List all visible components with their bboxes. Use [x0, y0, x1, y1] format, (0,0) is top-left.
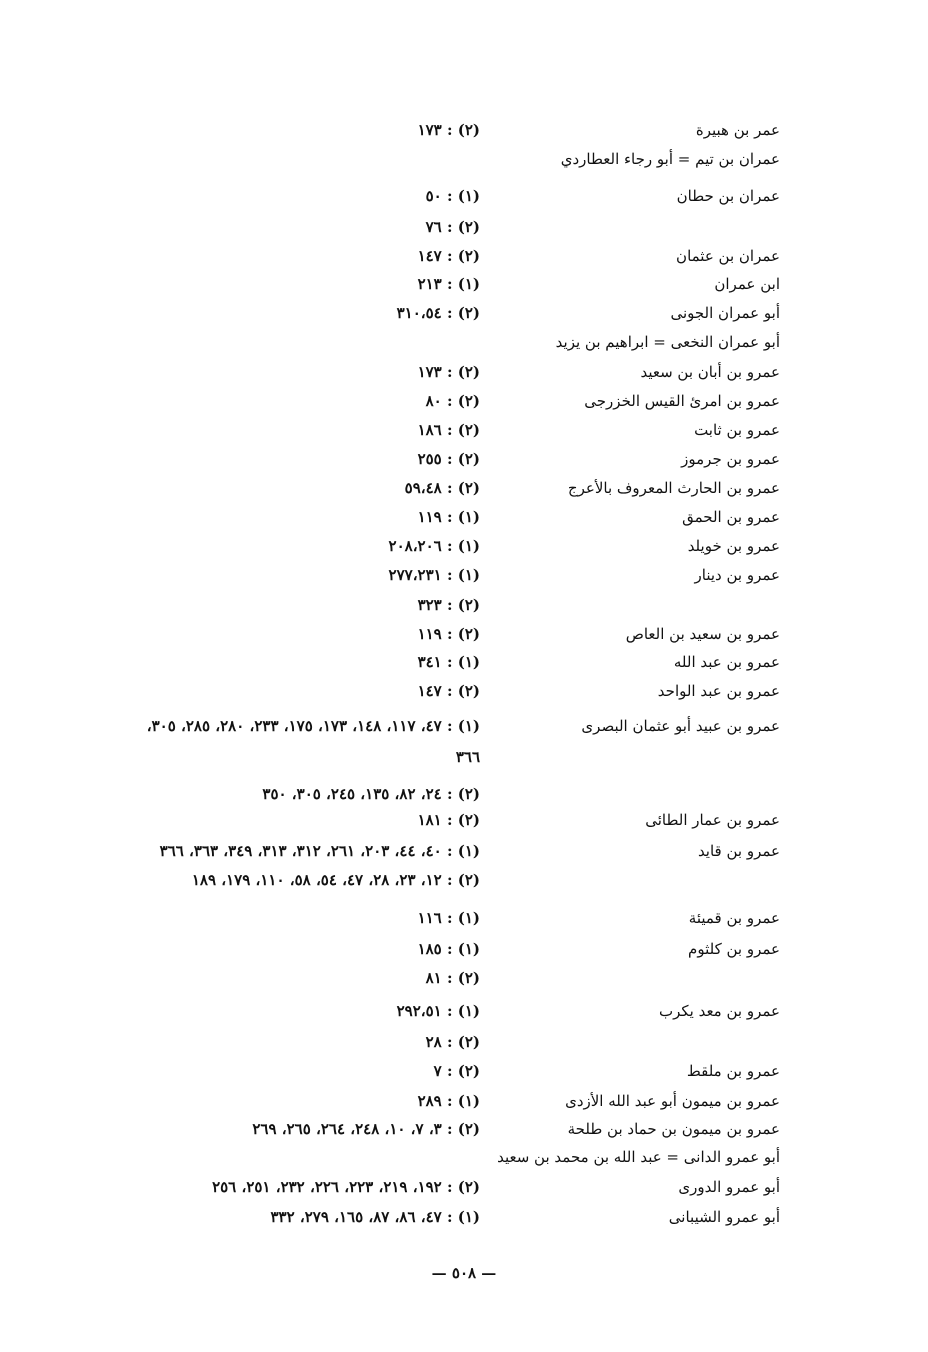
index-entry: [0, 358, 928, 387]
index-entry: [0, 591, 928, 620]
index-entry: [0, 904, 928, 933]
index-entry: [0, 1115, 928, 1144]
index-entry: [0, 182, 928, 211]
index-entry: [0, 145, 928, 174]
entry-page-refs: (٢) : ١٧٣: [417, 363, 480, 381]
entry-page-refs: (٢) : ٢٨: [425, 1033, 480, 1051]
entry-name: أبو عمرو الدانى = عبد الله بن محمد بن سعيد: [497, 1148, 780, 1166]
index-entry: [0, 474, 928, 503]
entry-page-refs: (٢) : ١٨١: [417, 811, 480, 829]
index-entry: [0, 270, 928, 299]
entry-page-refs: (١) : ١٨٥: [417, 940, 480, 958]
entry-name: عمرو بن جرموز: [681, 450, 780, 468]
index-entry: [0, 1057, 928, 1086]
entry-page-refs: (٢) : ٣، ٧، ١٠، ٢٤٨، ٢٦٤، ٢٦٥، ٢٦٩: [252, 1120, 480, 1138]
index-entry: [0, 561, 928, 590]
entry-page-refs: (٢) : ٨٠: [425, 392, 480, 410]
entry-page-refs: (١) : ٢١٣: [417, 275, 480, 293]
entry-name: عمرو بن عبيد أبو عثمان البصرى: [581, 717, 780, 735]
index-entry: [0, 964, 928, 993]
entry-page-refs: (١) : ١١٩: [417, 508, 480, 526]
entry-name: عمرو بن أبان بن سعيد: [640, 363, 780, 381]
entry-page-refs: (٢) : ١٢، ٢٣، ٢٨، ٤٧، ٥٤، ٥٨، ١١٠، ١٧٩، ١٨٩: [191, 871, 480, 889]
entry-name: عمرو بن عبد الواحد: [657, 682, 780, 700]
entry-page-refs: ٣٦٦: [455, 748, 480, 766]
entry-name: عمرو بن قايد: [697, 842, 780, 860]
entry-page-refs: (٢) : ٧٦: [425, 218, 480, 236]
entry-page-refs: (٢) : ١٧٣: [417, 121, 480, 139]
entry-page-refs: (٢) : ١٤٧: [417, 247, 480, 265]
index-entry: [0, 780, 928, 809]
index-entry: [0, 648, 928, 677]
entry-name: عمرو بن دينار: [694, 566, 780, 584]
index-entry: [0, 299, 928, 328]
entry-page-refs: (٢) : ٢٤، ٨٢، ١٣٥، ٢٤٥، ٣٠٥، ٣٥٠: [262, 785, 480, 803]
entry-page-refs: (٢) : ١١٩: [417, 625, 480, 643]
entry-page-refs: (١) : ١١٦: [417, 909, 480, 927]
entry-page-refs: (٢) : ١٩٢، ٢١٩، ٢٢٣، ٢٢٦، ٢٣٢، ٢٥١، ٢٥٦: [212, 1178, 480, 1196]
entry-name: عمرو بن معد يكرب: [658, 1002, 780, 1020]
entry-name: عمرو بن ثابت: [694, 421, 780, 439]
index-entry: [0, 328, 928, 357]
entry-name: أبو عمران النخعى = ابراهيم بن يزيد: [555, 333, 780, 351]
index-entry: [0, 866, 928, 895]
entry-name: عمرو بن امرئ القيس الخزرجى: [584, 392, 780, 410]
entry-page-refs: (١) : ٤٧، ٨٦، ٨٧، ١٦٥، ٢٧٩، ٣٣٢: [270, 1208, 480, 1226]
entry-name: عمرو بن عبد الله: [673, 653, 780, 671]
entry-page-refs: (١) : ٥٠: [425, 187, 480, 205]
entry-name: عمرو بن خويلد: [687, 537, 780, 555]
entry-name: عمرو بن ملقط: [686, 1062, 780, 1080]
entry-name: ابن عمران: [714, 275, 780, 293]
index-entry: [0, 997, 928, 1026]
entry-page-refs: (١) : ٢٧٧،٢٣١: [388, 566, 480, 584]
entry-name: عمرو بن ميمون أبو عبد الله الأزدى: [565, 1092, 780, 1110]
entry-page-refs: (٢) : ٣٢٣: [417, 596, 480, 614]
entry-name: عمرو بن كلثوم: [688, 940, 780, 958]
entry-name: عمران بن تيم = أبو رجاء العطاردي: [560, 150, 780, 168]
index-entry: [0, 1143, 928, 1172]
index-entry: [0, 445, 928, 474]
index-entry: [0, 677, 928, 706]
entry-name: عمران بن حطان: [676, 187, 780, 205]
entry-page-refs: (٢) : ٨١: [425, 969, 480, 987]
index-entry: [0, 837, 928, 866]
index-entry: [0, 1087, 928, 1116]
index-entry: [0, 712, 928, 741]
entry-page-refs: (١) : ٤٠، ٤٤، ٢٠٣، ٢٦١، ٣١٢، ٣١٣، ٣٤٩، ٣٦٣، ٣٦٦: [159, 842, 480, 860]
entry-page-refs: (١) : ٢٠٨،٢٠٦: [388, 537, 480, 555]
entry-name: أبو عمران الجونى: [670, 304, 780, 322]
index-entry: [0, 806, 928, 835]
entry-page-refs: (٢) : ٣١٠،٥٤: [396, 304, 480, 322]
index-entry: [0, 935, 928, 964]
entry-page-refs: (٢) : ١٨٦: [417, 421, 480, 439]
index-entry: [0, 242, 928, 271]
entry-name: عمرو بن سعيد بن العاص: [625, 625, 780, 643]
index-entry: [0, 503, 928, 532]
index-entry: [0, 1203, 928, 1232]
entry-name: عمرو بن عمار الطائى: [645, 811, 780, 829]
entry-name: عمران بن عثمان: [676, 247, 780, 265]
entry-name: عمرو بن الحارث المعروف بالأعرج: [567, 479, 780, 497]
entry-name: أبو عمرو الدورى: [678, 1178, 780, 1196]
index-entry: [0, 743, 928, 772]
entry-name: عمرو بن ميمون بن حماد بن طلحة: [567, 1120, 780, 1138]
entry-name: عمر بن هبيرة: [695, 121, 780, 139]
entry-page-refs: (١) : ٤٧، ١١٧، ١٤٨، ١٧٣، ١٧٥، ٢٣٣، ٢٨٠، ٢٨٥، ٣٠٥،: [146, 717, 480, 735]
entry-name: عمرو بن قميئة: [688, 909, 780, 927]
index-entry: [0, 1028, 928, 1057]
entry-name: عمرو بن الحمق: [682, 508, 780, 526]
entry-page-refs: (٢) : ٧: [433, 1062, 480, 1080]
entry-page-refs: (١) : ٢٩٢،٥١: [396, 1002, 480, 1020]
entry-name: أبو عمرو الشيبانى: [668, 1208, 780, 1226]
entry-page-refs: (٢) : ٥٩،٤٨: [404, 479, 480, 497]
index-entry: [0, 620, 928, 649]
index-entry: [0, 387, 928, 416]
page-number: — ٥٠٨ —: [431, 1264, 497, 1282]
index-entry: [0, 416, 928, 445]
index-entry: [0, 116, 928, 145]
entry-page-refs: (١) : ٢٨٩: [417, 1092, 480, 1110]
entry-page-refs: (١) : ٣٤١: [417, 653, 480, 671]
index-entry: [0, 213, 928, 242]
index-entry: [0, 532, 928, 561]
entry-page-refs: (٢) : ٢٥٥: [417, 450, 480, 468]
index-entry: [0, 1173, 928, 1202]
entry-page-refs: (٢) : ١٤٧: [417, 682, 480, 700]
